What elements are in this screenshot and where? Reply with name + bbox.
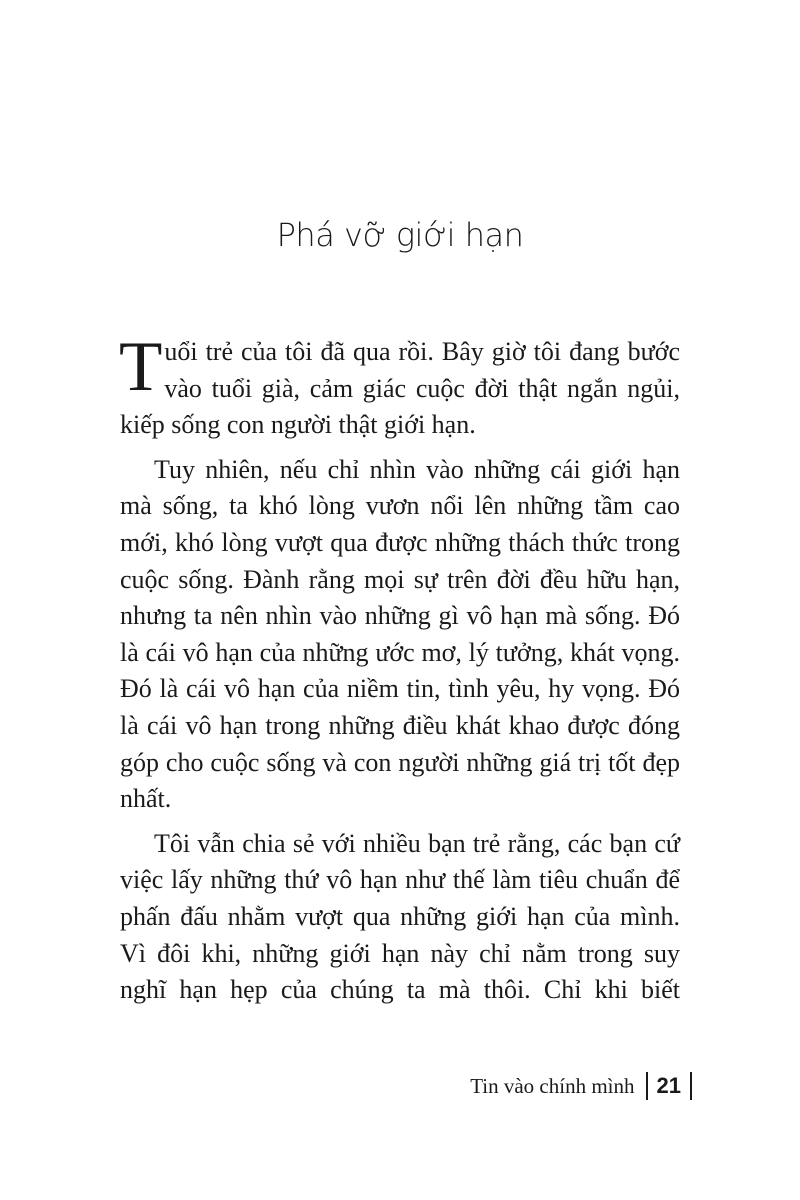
body-text bbox=[119, 328, 680, 1017]
footer-divider-left bbox=[646, 1072, 648, 1100]
page-number: 21 bbox=[656, 1073, 681, 1098]
drop-cap: T bbox=[119, 328, 163, 406]
paragraph-2: Tuy nhiên, nếu chỉ nhìn vào những cái giới hạn mà sống, ta khó lòng vươn nổi lên những tầm cao mới, khó lòng vượt qua được những thách thức trong cuộc sống. Đành rằng mọi sự trên đời đều hữu hạn, nhưng ta nên nhìn vào những gì vô hạn mà sống. Đó là cái vô hạn của những ước mơ, lý tưởng, khát vọng. Đó là cái vô hạn của niềm tin, tình yêu, hy vọng. Đó là cái vô hạn trong những điều khát khao được đóng góp cho cuộc sống và con người những giá trị tốt đẹp nhất. bbox=[120, 454, 680, 814]
paragraph-1 bbox=[119, 328, 680, 444]
footer-divider-right bbox=[690, 1072, 692, 1100]
running-footer bbox=[470, 1069, 692, 1103]
paragraph-3: Tôi vẫn chia sẻ với nhiều bạn trẻ rằng, các bạn cứ việc lấy những thứ vô hạn như thế làm tiêu chuẩn để phấn đấu nhằm vượt qua những giới hạn của mình. Vì đôi khi, những giới hạn này chỉ nằm trong suy nghĩ hạn hẹp của chúng ta mà thôi. Chỉ khi biết bbox=[120, 828, 680, 1005]
chapter-title: Phá vỡ giới hạn bbox=[276, 216, 524, 254]
footer-book-title: Tin vào chính mình bbox=[470, 1073, 635, 1098]
paragraph-1-text: uổi trẻ của tôi đã qua rồi. Bây giờ tôi đang bước vào tuổi già, cảm giác cuộc đời thật ngắn ngủi, kiếp sống con người thật giới hạn. bbox=[120, 337, 680, 440]
